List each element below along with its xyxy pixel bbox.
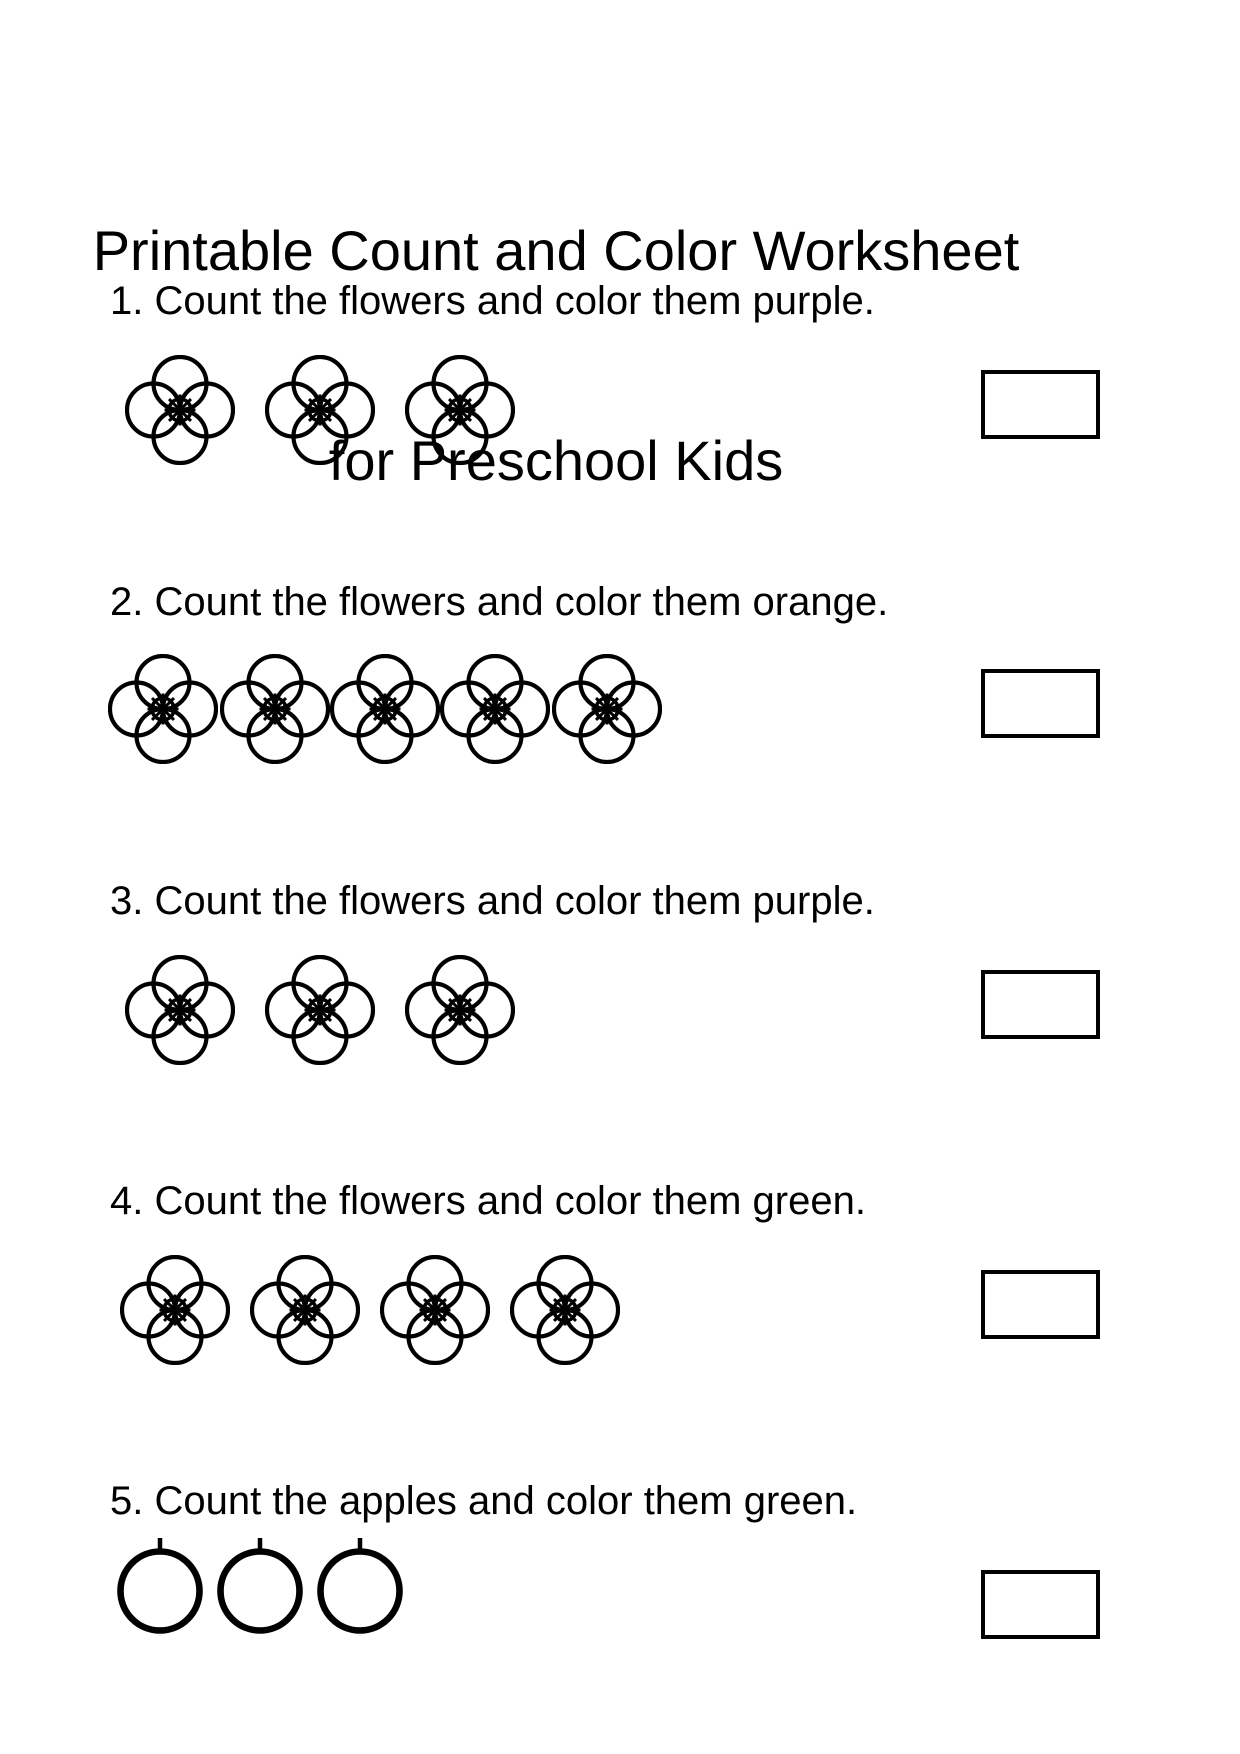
apple-icon [310,1531,410,1656]
title-line-2: for Preschool Kids [328,429,784,492]
flower-icon [265,955,375,1070]
question-text-3: 3. Count the flowers and color them purple. [110,879,875,923]
apple-icon [110,1531,210,1656]
flower-icon [405,355,515,470]
apple-icon [210,1531,310,1656]
flower-icon [265,355,375,470]
flower-icon [220,654,330,769]
flower-icon [510,1255,620,1370]
flower-icon [108,654,218,769]
flower-icon [125,955,235,1070]
question-text-5: 5. Count the apples and color them green. [110,1479,858,1523]
flower-icon [120,1255,230,1370]
answer-box-1[interactable] [981,370,1100,439]
question-text-1: 1. Count the flowers and color them purple. [110,279,875,323]
answer-box-5[interactable] [981,1570,1100,1639]
question-text-2: 2. Count the flowers and color them orange. [110,580,889,624]
flower-icon [125,355,235,470]
flower-icon [440,654,550,769]
flower-icon [330,654,440,769]
flower-icon [405,955,515,1070]
question-text-4: 4. Count the flowers and color them green. [110,1179,866,1223]
flower-icon [380,1255,490,1370]
flower-icon [250,1255,360,1370]
title-line-1: Printable Count and Color Worksheet [92,219,1020,282]
answer-box-3[interactable] [981,970,1100,1039]
flower-icon [552,654,662,769]
answer-box-2[interactable] [981,669,1100,738]
answer-box-4[interactable] [981,1270,1100,1339]
